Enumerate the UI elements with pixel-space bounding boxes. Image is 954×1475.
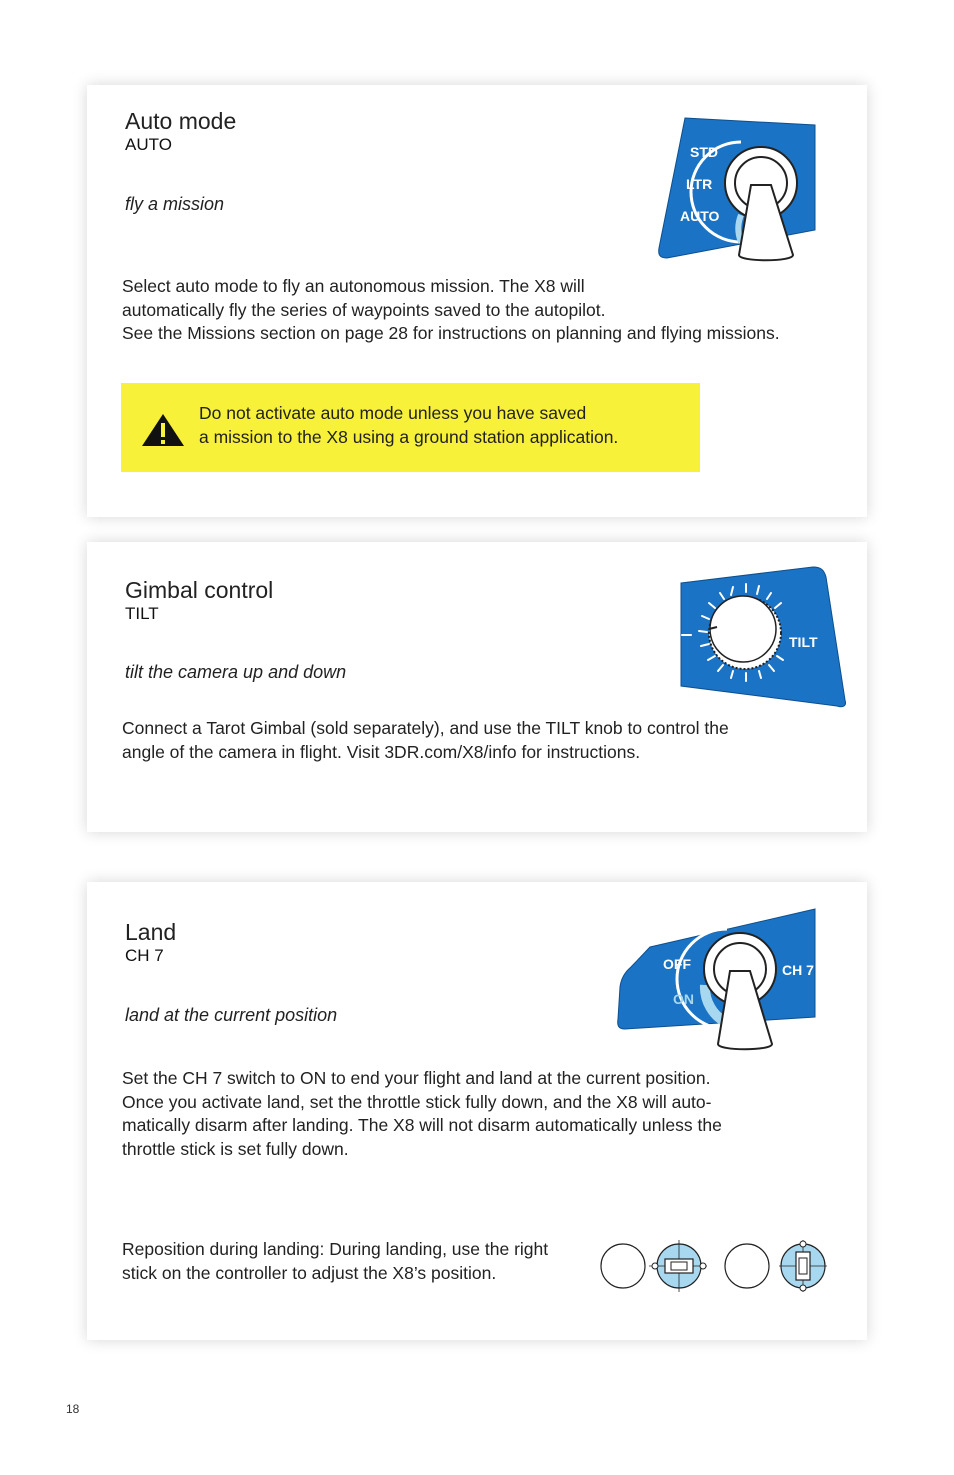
land-description: Set the CH 7 switch to ON to end your flight and land at the current position. Once you activate land, set the throttle stick fully down, and the X8 will auto- matically disarm after landing. The X8 will not disarm automatically unless the throttle stick is set fully down. [122, 1068, 722, 1159]
land-tagline: land at the current position [125, 1005, 338, 1025]
gimbal-control-description: Connect a Tarot Gimbal (sold separately), and use the TILT knob to control the angle of the camera in flight. Visit 3DR.com/X8/info for instructions. [122, 718, 729, 762]
reposition-description: Reposition during landing: During landing, use the right stick on the controller to adjust the X8’s position. [122, 1239, 549, 1283]
warning-text: Do not activate auto mode unless you have saved a mission to the X8 using a ground station application. [199, 403, 619, 447]
switch-label-std: STD [690, 144, 718, 160]
page-number: 18 [66, 1402, 80, 1416]
auto-mode-description: Select auto mode to fly an autonomous mission. The X8 will automatically fly the series of waypoints saved to the autopilot. See the Missions section on page 28 for instructions on planning and flying missions. [122, 276, 780, 343]
gimbal-control-code: TILT [125, 604, 159, 623]
gimbal-control-card [87, 542, 867, 832]
switch-arc-highlight [738, 215, 741, 242]
knob-top [710, 596, 776, 662]
land-card [87, 882, 867, 1340]
land-switch-illustration [615, 907, 820, 1055]
tilt-knob-illustration [679, 565, 849, 710]
knob-label-tilt: TILT [789, 634, 818, 650]
auto-mode-switch-illustration [655, 115, 820, 265]
land-code: CH 7 [125, 946, 164, 965]
land-switch-label-on: ON [673, 991, 694, 1007]
gimbal-control-tagline: tilt the camera up and down [125, 662, 347, 682]
auto-mode-tagline: fly a mission [125, 194, 225, 214]
auto-mode-code: AUTO [125, 135, 172, 154]
auto-mode-title: Auto mode [125, 108, 237, 134]
switch-label-ltr: LTR [686, 176, 713, 192]
land-switch-label-off: OFF [663, 956, 691, 972]
switch-label-auto: AUTO [680, 208, 720, 224]
warning-icon [141, 413, 185, 447]
stick-diagram-vertical [723, 1238, 833, 1294]
stick-diagram-horizontal [599, 1238, 709, 1294]
auto-mode-warning-box [121, 383, 700, 472]
gimbal-control-title: Gimbal control [125, 577, 274, 603]
land-switch-label-ch7: CH 7 [782, 962, 814, 978]
auto-mode-card [87, 85, 867, 517]
land-title: Land [125, 919, 177, 945]
